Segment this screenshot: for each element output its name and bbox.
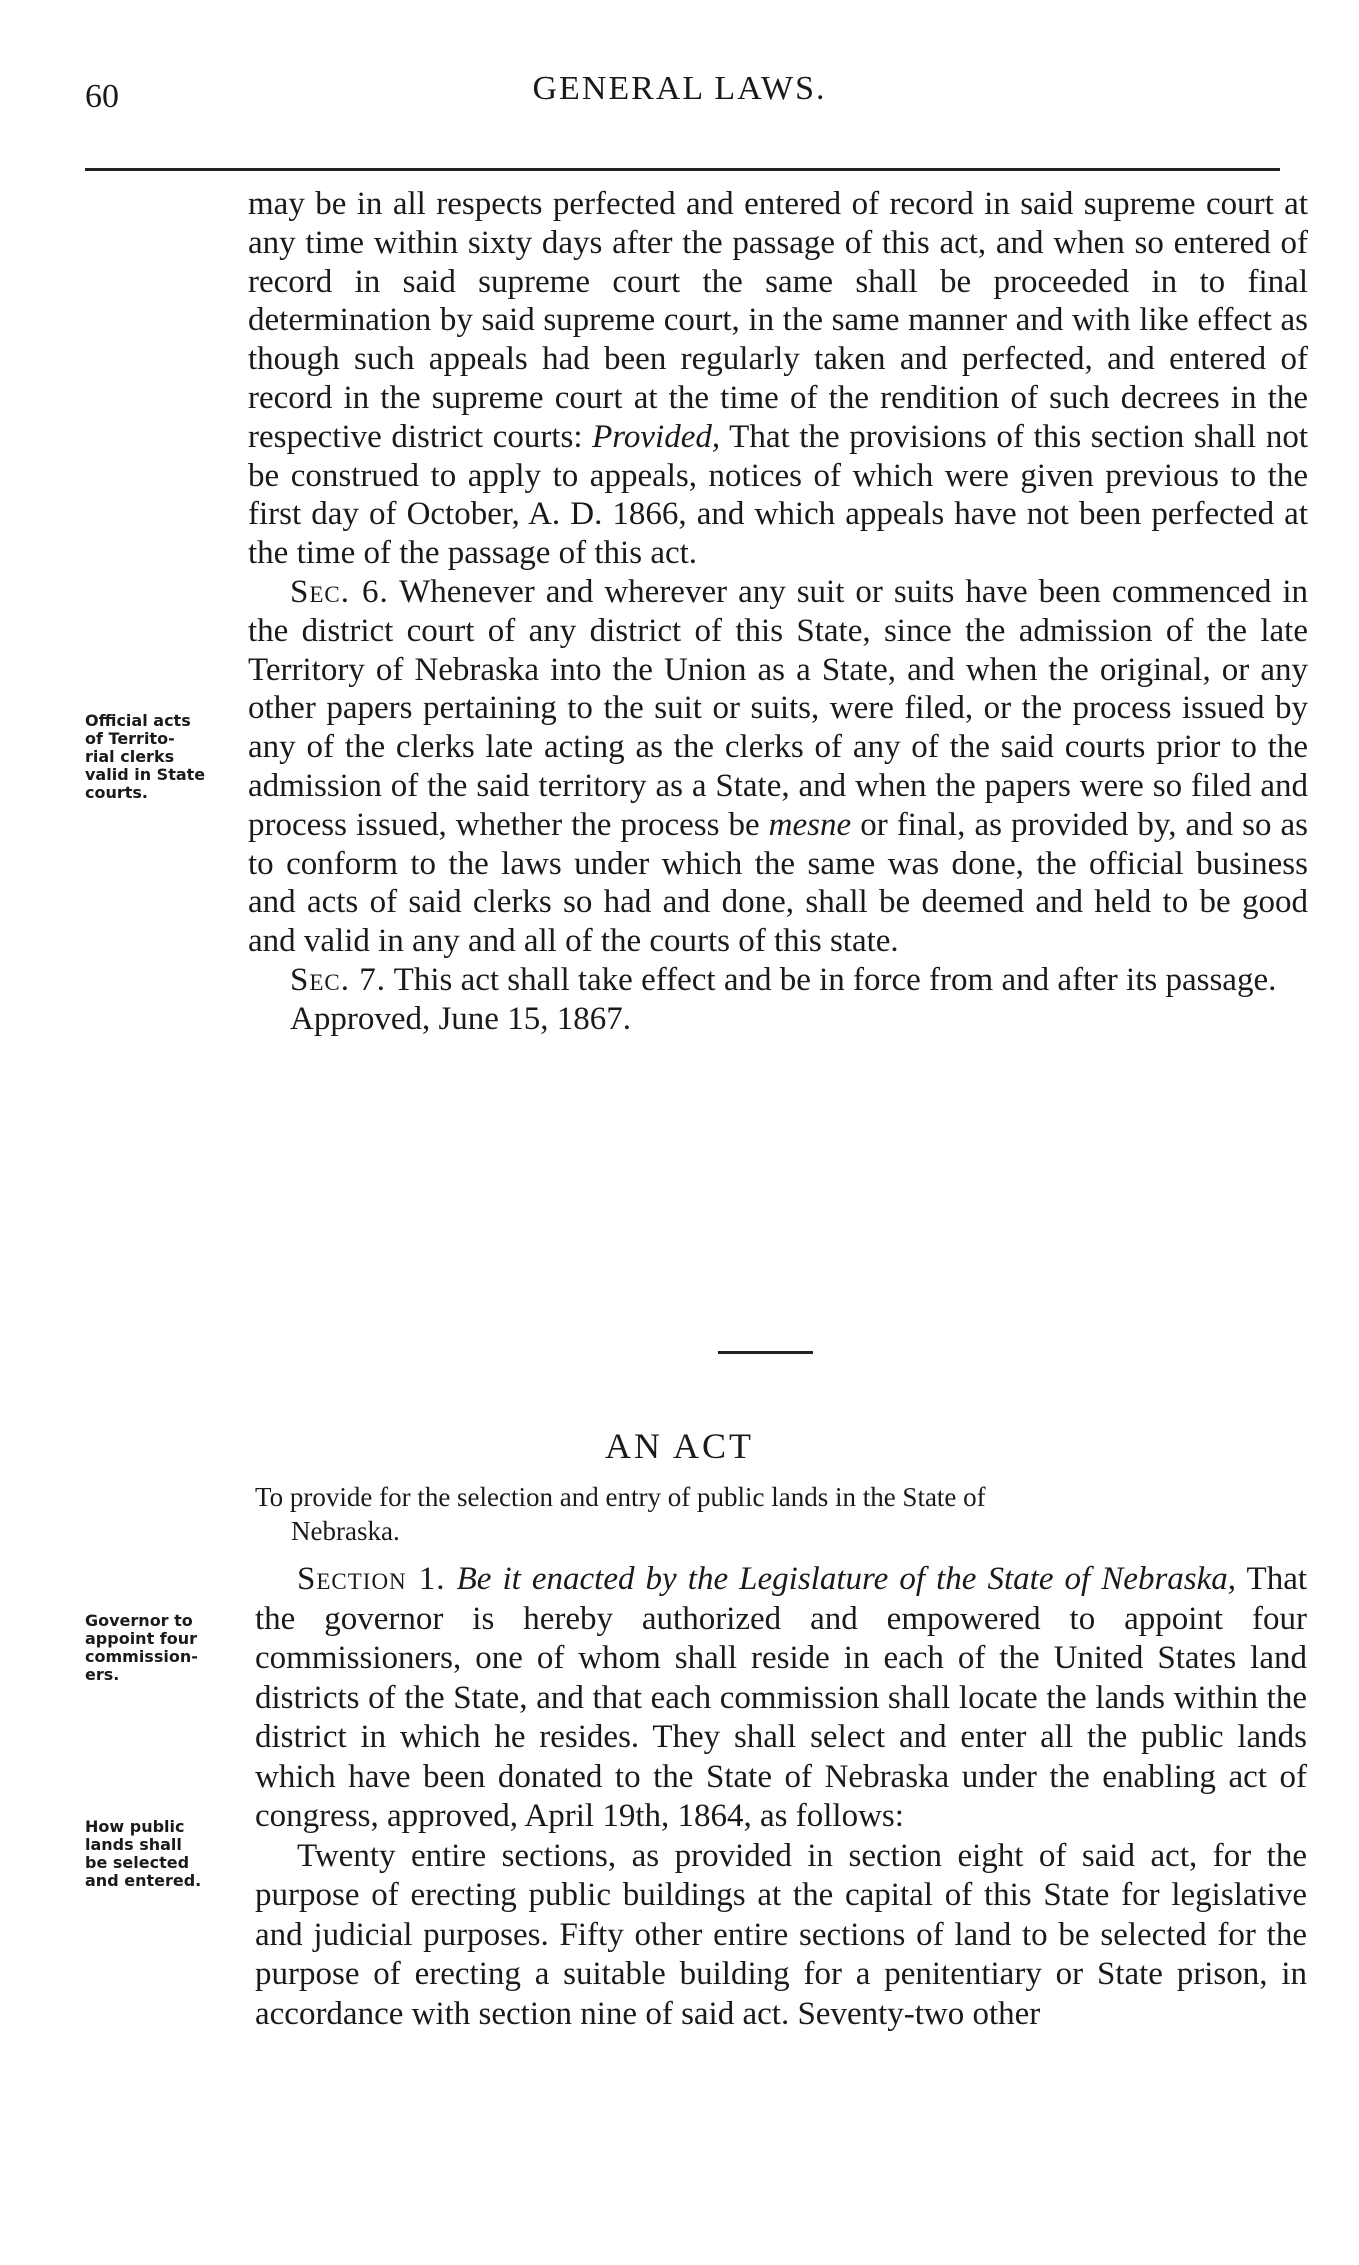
- margin-note-line: rial clerks: [85, 747, 175, 766]
- section1-block: [255, 1560, 1307, 2034]
- margin-note-line: courts.: [85, 783, 149, 802]
- continuation-text: may be in all respects perfected and entered of record in said supreme court at any time within sixty days after the passage of this act, and when so entered of record in said supreme court the same shall be proceeded in to final determination by said supreme court, in the same manner and with like effect as though such appeals had been regularly taken and perfected, and entered of record in the supreme court at the time of the rendition of such decrees in the respective district courts:: [248, 186, 1308, 455]
- margin-note-governor: [85, 1612, 250, 1684]
- margin-note-official-acts: [85, 712, 250, 802]
- header-rule: [85, 168, 1280, 171]
- section6-italic-word: mesne: [768, 806, 852, 843]
- approval-line: Approved, June 15, 1867.: [290, 1000, 631, 1037]
- section6-text-a: Whenever and wherever any suit or suits have been commenced in the district court of any district of this State, since the admission of the late Territory of Nebraska into the Union as a State, and when the original, or any other papers pertaining to the suit or suits, were filed, or the process issued by any of the clerks late acting as the clerks of any of the said courts prior to the admission of the said territory as a State, and when the papers were so filed and process issued, whether the process be: [248, 573, 1309, 843]
- act-purpose: [255, 1480, 1307, 1548]
- margin-note-line: Governor to: [85, 1611, 193, 1630]
- section6-paragraph: [248, 573, 1308, 961]
- margin-note-public-lands: [85, 1818, 250, 1890]
- section7-paragraph: [248, 961, 1308, 1000]
- section5-continuation: [248, 185, 1308, 573]
- top-text-block: [248, 185, 1308, 1039]
- margin-note-line: valid in State: [85, 765, 206, 784]
- margin-note-line: Official acts: [85, 711, 191, 730]
- margin-note-line: lands shall: [85, 1835, 182, 1854]
- margin-note-line: commission-: [85, 1647, 198, 1666]
- margin-note-line: How public: [85, 1817, 185, 1836]
- section7-text: This act shall take effect and be in force from and after its passage.: [393, 961, 1277, 998]
- margin-note-line: ers.: [85, 1665, 120, 1684]
- proviso-text: That the provisions of this section shall not be construed to apply to appeals, notices of which were given previous to the first day of October, A. D. 1866, and which appeals have not been perfected at the time of the passage of this act.: [248, 418, 1309, 572]
- lands-paragraph: Twenty entire sections, as provided in section eight of said act, for the purpose of erecting public buildings at the capital of this State for legislative and judicial purposes. Fifty other entire sections of land to be selected for the purpose of erecting a suitable building for a penitentiary or State prison, in accordance with section nine of said act. Seventy-two other: [255, 1837, 1307, 2032]
- act-purpose-line-1: To provide for the selection and entry of public lands in the State of: [255, 1482, 986, 1512]
- section1-text: That the governor is hereby authorized and empowered to appoint four commissioners, one of whom shall reside in each of the United States land districts of the State, and that each commission shall locate the lands within the district in which he resides. They shall select and enter all the public lands which have been donated to the State of Nebraska under the enabling act of congress, approved, April 19th, 1864, as follows:: [255, 1561, 1308, 1834]
- margin-note-line: be selected: [85, 1853, 190, 1872]
- section1-label: Section 1.: [297, 1561, 446, 1597]
- act-title: AN ACT: [604, 1426, 754, 1466]
- section-divider-rule: [718, 1351, 813, 1354]
- section7-label: Sec. 7.: [290, 961, 386, 998]
- proviso-word: Provided,: [592, 418, 721, 455]
- margin-note-line: appoint four: [85, 1629, 198, 1648]
- margin-note-line: and entered.: [85, 1871, 202, 1890]
- running-head: GENERAL LAWS.: [532, 70, 827, 107]
- section6-text-b: or final, as provided by, and so as to conform to the laws under which the same was done, the official business and acts of said clerks so had and done, shall be deemed and held to be good and valid in any and all of the courts of this state.: [248, 806, 1309, 960]
- margin-note-line: of Territo-: [85, 729, 175, 748]
- section1-paragraph: [255, 1560, 1307, 1837]
- page-number: 60: [85, 78, 119, 115]
- act-purpose-line-2: Nebraska.: [291, 1516, 400, 1546]
- enacting-clause: Be it enacted by the Legislature of the State of Nebraska,: [456, 1561, 1237, 1597]
- section6-label: Sec. 6.: [290, 573, 389, 610]
